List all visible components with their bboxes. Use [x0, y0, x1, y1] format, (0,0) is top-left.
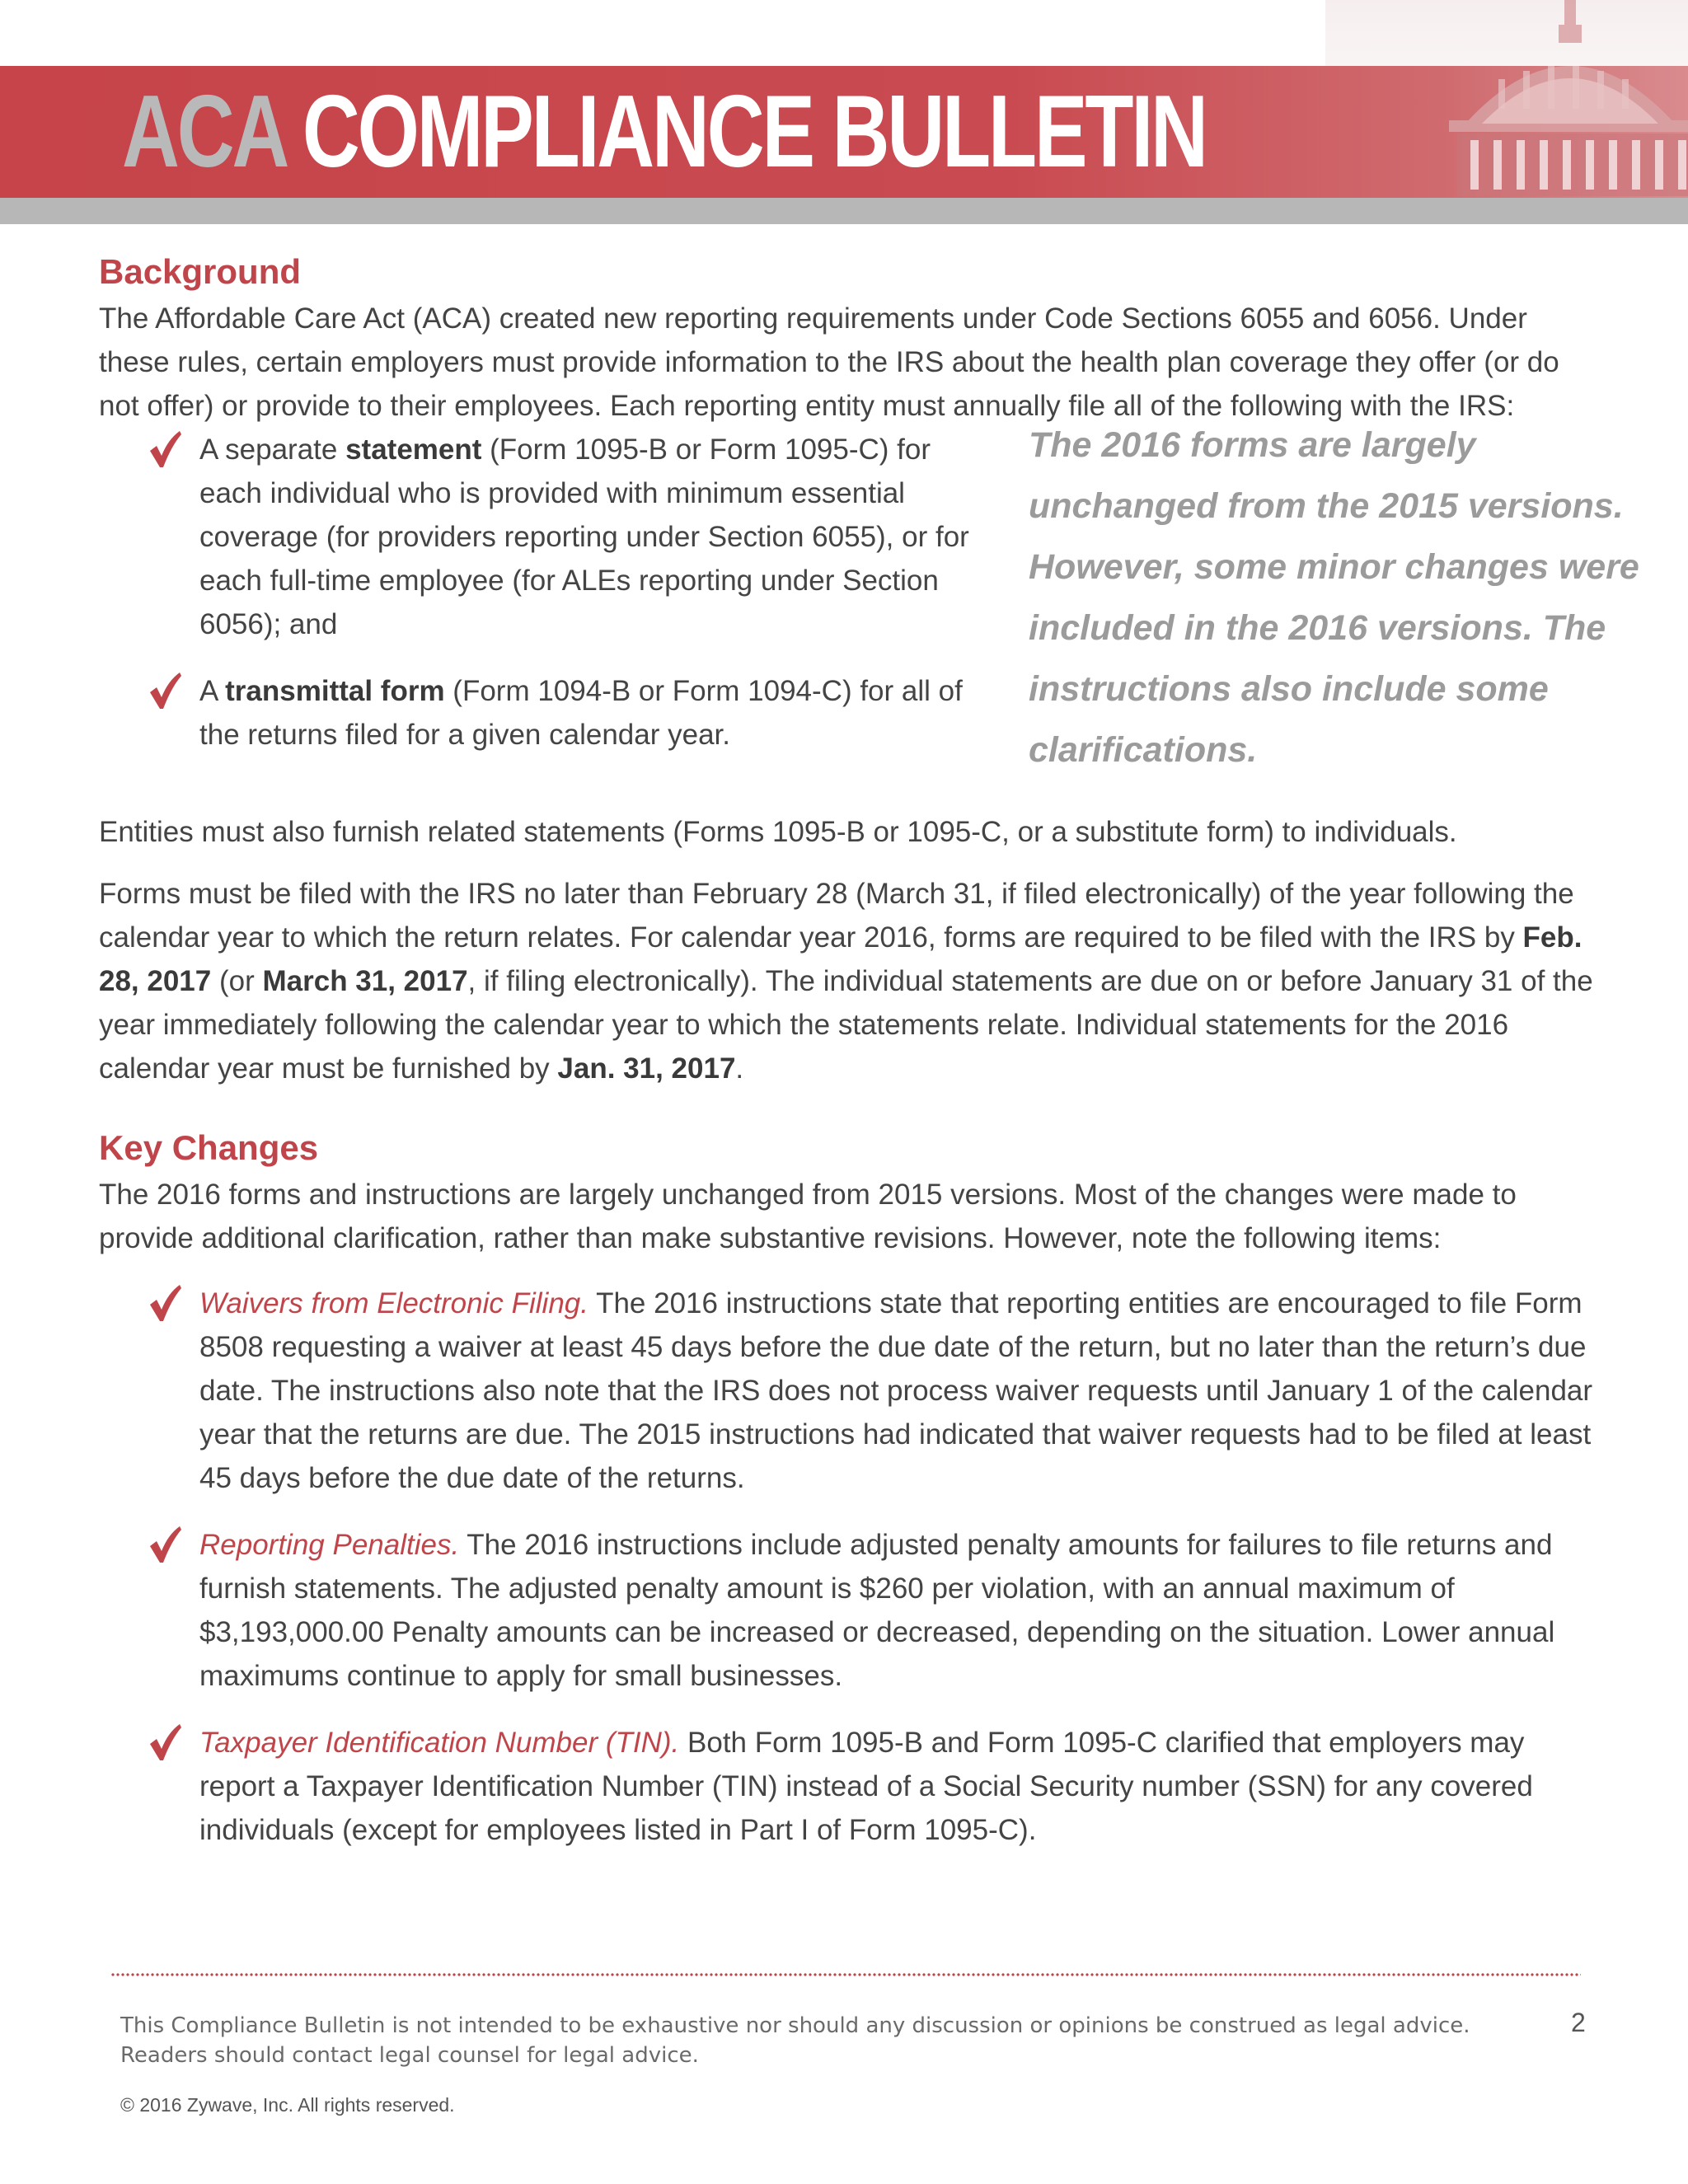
checkmark-icon: [147, 1283, 183, 1324]
header-banner: [0, 0, 1688, 227]
list-item: [99, 669, 989, 757]
key-changes-intro: The 2016 forms and instructions are largely unchanged from 2015 versions. Most of the changes were made to provide additional clarification, rather than make substantive revisions. However, note the following items:: [99, 1179, 1517, 1254]
checkmark-icon: [147, 429, 183, 471]
background-heading: Background: [99, 252, 302, 291]
bullet-post: (Form 1094-B or Form 1094-C) for all of the returns filed for a given calendar year.: [199, 675, 963, 751]
deadline-paragraph: [99, 872, 1599, 1090]
list-item: [99, 1721, 1599, 1852]
change-title: Taxpayer Identification Number (TIN).: [199, 1727, 680, 1759]
key-changes-list: [99, 1282, 1599, 1852]
checkmark-icon: [147, 671, 183, 712]
deadline-text-2: (or: [211, 965, 263, 997]
deadline-date-2: March 31, 2017: [262, 965, 468, 997]
furnish-paragraph: Entities must also furnish related statements (Forms 1095-B or 1095-C, or a substitute form) to individuals.: [99, 816, 1457, 848]
key-changes-heading: Key Changes: [99, 1128, 319, 1167]
background-bullets: [99, 428, 989, 757]
background-intro: The Affordable Care Act (ACA) created new reporting requirements under Code Sections 6055 and 6056. Under these rules, certain employers must provide information to the IRS about the health plan coverage they offer (or do not offer) or provide to their employees. Each reporting entity must annually file all of the following with the IRS:: [99, 302, 1559, 422]
page-number: 2: [1571, 2008, 1586, 2037]
checkmark-icon: [147, 1525, 183, 1566]
deadline-text-1: Forms must be filed with the IRS no later than February 28 (March 31, if filed electronically) of the year following the calendar year to which the return relates. For calendar year 2016, forms are required to be filed with the IRS by: [99, 878, 1574, 954]
capitol-dome-image: [1325, 0, 1688, 224]
list-item: [99, 1523, 1599, 1698]
disclaimer-line-2: Readers should contact legal counsel for legal advice.: [120, 2043, 699, 2068]
list-item: [99, 428, 989, 646]
list-item: [99, 1282, 1599, 1500]
background-split: [99, 425, 1639, 792]
deadline-text-4: .: [735, 1052, 744, 1085]
change-text: The 2016 instructions state that reporting entities are encouraged to file Form 8508 requesting a waiver at least 45 days before the due date of the return, but no later than the return’s due date. The instructions also note that the IRS does not process waiver requests until January 1 of the calendar year that the returns are due. The 2015 instructions had indicated that waiver requests had to be filed at least 45 days before the due date of the returns.: [199, 1287, 1593, 1494]
footer-divider: [110, 1972, 1581, 1977]
checkmark-icon: [147, 1722, 183, 1764]
bulletin-title: [122, 75, 1206, 189]
change-title: Reporting Penalties.: [199, 1529, 460, 1561]
pull-quote: The 2016 forms are largely unchanged from the 2015 versions. However, some minor changes were included in the 2016 versions. The instructions also include some clarifications.: [1029, 425, 1639, 770]
disclaimer-line-1: This Compliance Bulletin is not intended to be exhaustive nor should any discussion or opinions be construed as legal advice.: [120, 2013, 1470, 2038]
bullet-pre: A: [199, 675, 226, 707]
title-compliance-bulletin: COMPLIANCE BULLETIN: [302, 75, 1206, 189]
copyright: © 2016 Zywave, Inc. All rights reserved.: [120, 2094, 455, 2116]
deadline-date-1: Feb. 28, 2017: [99, 921, 1582, 997]
change-text: The 2016 instructions include adjusted penalty amounts for failures to file returns and furnish statements. The adjusted penalty amount is $260 per violation, with an annual maximum of $3,193,000.00 Penalty amounts can be increased or decreased, depending on the situation. Lower annual maximums continue to apply for small businesses.: [199, 1529, 1555, 1692]
change-text: Both Form 1095-B and Form 1095-C clarified that employers may report a Taxpayer Identification Number (TIN) instead of a Social Security number (SSN) for any covered individuals (except for employees listed in Part I of Form 1095-C).: [199, 1727, 1533, 1846]
title-aca: ACA: [122, 75, 288, 189]
bullet-pre: A separate: [199, 434, 346, 466]
deadline-date-3: Jan. 31, 2017: [557, 1052, 736, 1085]
bullet-bold: statement: [345, 434, 482, 466]
change-title: Waivers from Electronic Filing.: [199, 1287, 588, 1319]
key-changes-section: [99, 1123, 1599, 1852]
bullet-post: (Form 1095-B or Form 1095-C) for each individual who is provided with minimum essential coverage (for providers reporting under Section 6055), or for each full-time employee (for ALEs reporting under Section 6056); and: [199, 434, 969, 640]
deadline-text-3: , if filing electronically). The individual statements are due on or before January 31 of the year immediately following the calendar year to which the statements relate. Individual statements for the 2016 calendar year must be furnished by: [99, 965, 1593, 1085]
bullet-bold: transmittal form: [225, 675, 445, 707]
footer-disclaimer: [120, 2011, 1538, 2070]
bulletin-content: [99, 247, 1639, 1852]
